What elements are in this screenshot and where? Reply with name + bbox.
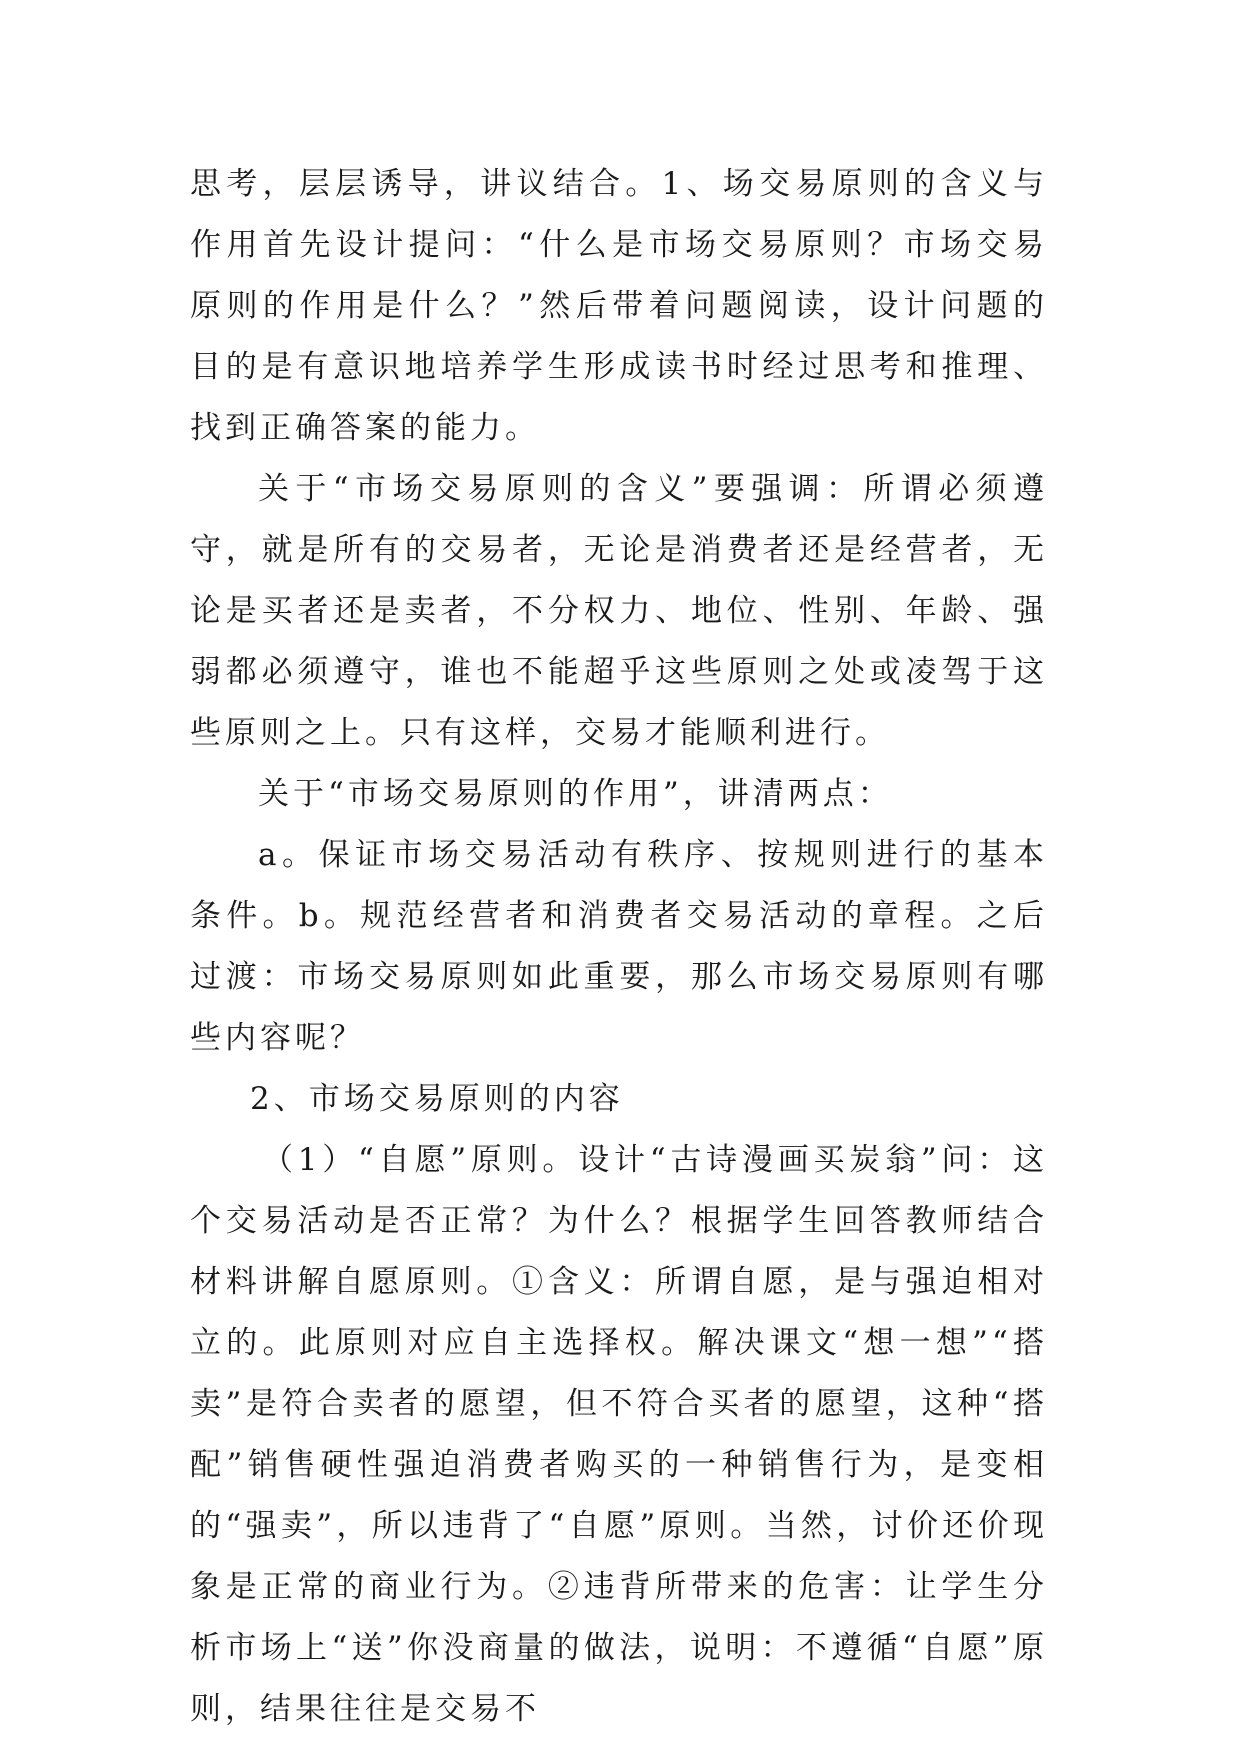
paragraph-3: 关于“市场交易原则的作用”，讲清两点： [258, 776, 893, 812]
paragraph-6: （1）“自愿”原则。设计“古诗漫画买炭翁”问：这个交易活动是否正常？为什么？根据学生回答教师结合材料讲解自愿原则。①含义：所谓自愿，是与强迫相对立的。此原则对应自主选择权。解决课文“想一想”“搭卖”是符合卖者的愿望，但不符合买者的愿望，这种“搭配”销售硬性强迫消费者购买的一种销售行为，是变相的“强卖”，所以违背了“自愿”原则。当然，讨价还价现象是正常的商业行为。②违背所带来的危害：让学生分析市场上“送”你没商量的做法，说明：不遵循“自愿”原则，结果往往是交易不 [190, 1142, 1048, 1727]
paragraph-5: 2、市场交易原则的内容 [250, 1081, 624, 1117]
document-body [190, 154, 1048, 1740]
paragraph-2: 关于“市场交易原则的含义”要强调：所谓必须遵守，就是所有的交易者，无论是消费者还是经营者，无论是买者还是卖者，不分权力、地位、性别、年龄、强弱都必须遵守，谁也不能超乎这些原则之处或凌驾于这些原则之上。只有这样，交易才能顺利进行。 [190, 471, 1048, 751]
paragraph-4: a。保证市场交易活动有秩序、按规则进行的基本条件。b。规范经营者和消费者交易活动的章程。之后过渡：市场交易原则如此重要，那么市场交易原则有哪些内容呢？ [190, 837, 1048, 1056]
paragraph-1: 思考，层层诱导，讲议结合。1、场交易原则的含义与作用首先设计提问：“什么是市场交易原则？市场交易原则的作用是什么？”然后带着问题阅读，设计问题的目的是有意识地培养学生形成读书时经过思考和推理、找到正确答案的能力。 [190, 166, 1048, 446]
